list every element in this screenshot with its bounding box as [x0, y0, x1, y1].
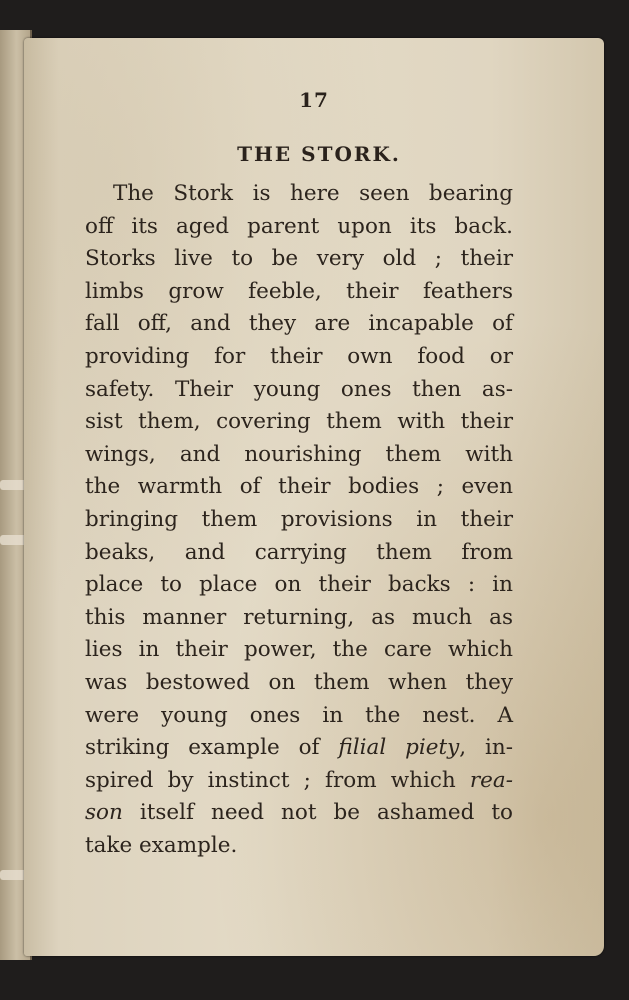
text-segment: safety. Their young ones then as-: [85, 376, 513, 402]
text-line: [85, 276, 513, 309]
text-line: [85, 537, 513, 570]
text-segment: limbs grow feeble, their feathers: [85, 278, 513, 304]
text-segment: , in-: [459, 735, 513, 761]
text-line: [85, 341, 513, 374]
italic-text: filial piety: [338, 735, 460, 761]
text-segment: lies in their power, the care which: [85, 637, 513, 663]
text-segment: Storks live to be very old ; their: [85, 246, 513, 272]
text-segment: bringing them provisions in their: [85, 506, 513, 532]
text-segment: sist them, covering them with their: [85, 409, 513, 435]
text-segment: the warmth of their bodies ; even: [85, 474, 513, 500]
text-line: [85, 243, 513, 276]
page-number: 17: [299, 88, 329, 112]
text-line: [85, 569, 513, 602]
text-segment: take example.: [85, 832, 238, 858]
text-segment: this manner returning, as much as: [85, 604, 513, 630]
text-segment: providing for their own food or: [85, 343, 513, 369]
text-line: [85, 211, 513, 244]
text-line: [85, 439, 513, 472]
text-segment: striking example of: [85, 735, 339, 761]
book-page: [24, 38, 604, 956]
text-line: [85, 178, 513, 211]
text-line: [85, 602, 513, 635]
text-line: [85, 797, 513, 830]
text-line: [85, 700, 513, 733]
text-segment: off its aged parent upon its back.: [85, 213, 513, 239]
text-line: [85, 308, 513, 341]
text-segment: were young ones in the nest. A: [85, 702, 513, 728]
text-line: [85, 732, 513, 765]
italic-text: rea-: [469, 767, 513, 793]
text-line: [85, 667, 513, 700]
text-line: [85, 504, 513, 537]
text-segment: beaks, and carrying them from: [85, 539, 513, 565]
page-title: THE STORK.: [237, 142, 401, 166]
text-segment: itself need not be ashamed to: [122, 800, 513, 826]
text-segment: fall off, and they are incapable of: [85, 311, 513, 337]
text-line: [85, 634, 513, 667]
text-segment: The Stork is here seen bearing: [113, 181, 513, 206]
text-segment: wings, and nourishing them with: [85, 441, 513, 467]
text-line: [85, 830, 513, 863]
text-segment: spired by instinct ; from which: [85, 767, 470, 793]
text-segment: place to place on their backs : in: [85, 572, 513, 598]
text-line: [85, 406, 513, 439]
text-line: [85, 374, 513, 407]
body-text: [85, 178, 513, 862]
italic-text: son: [85, 800, 123, 826]
text-segment: was bestowed on them when they: [85, 669, 513, 695]
text-line: [85, 471, 513, 504]
text-line: [85, 765, 513, 798]
